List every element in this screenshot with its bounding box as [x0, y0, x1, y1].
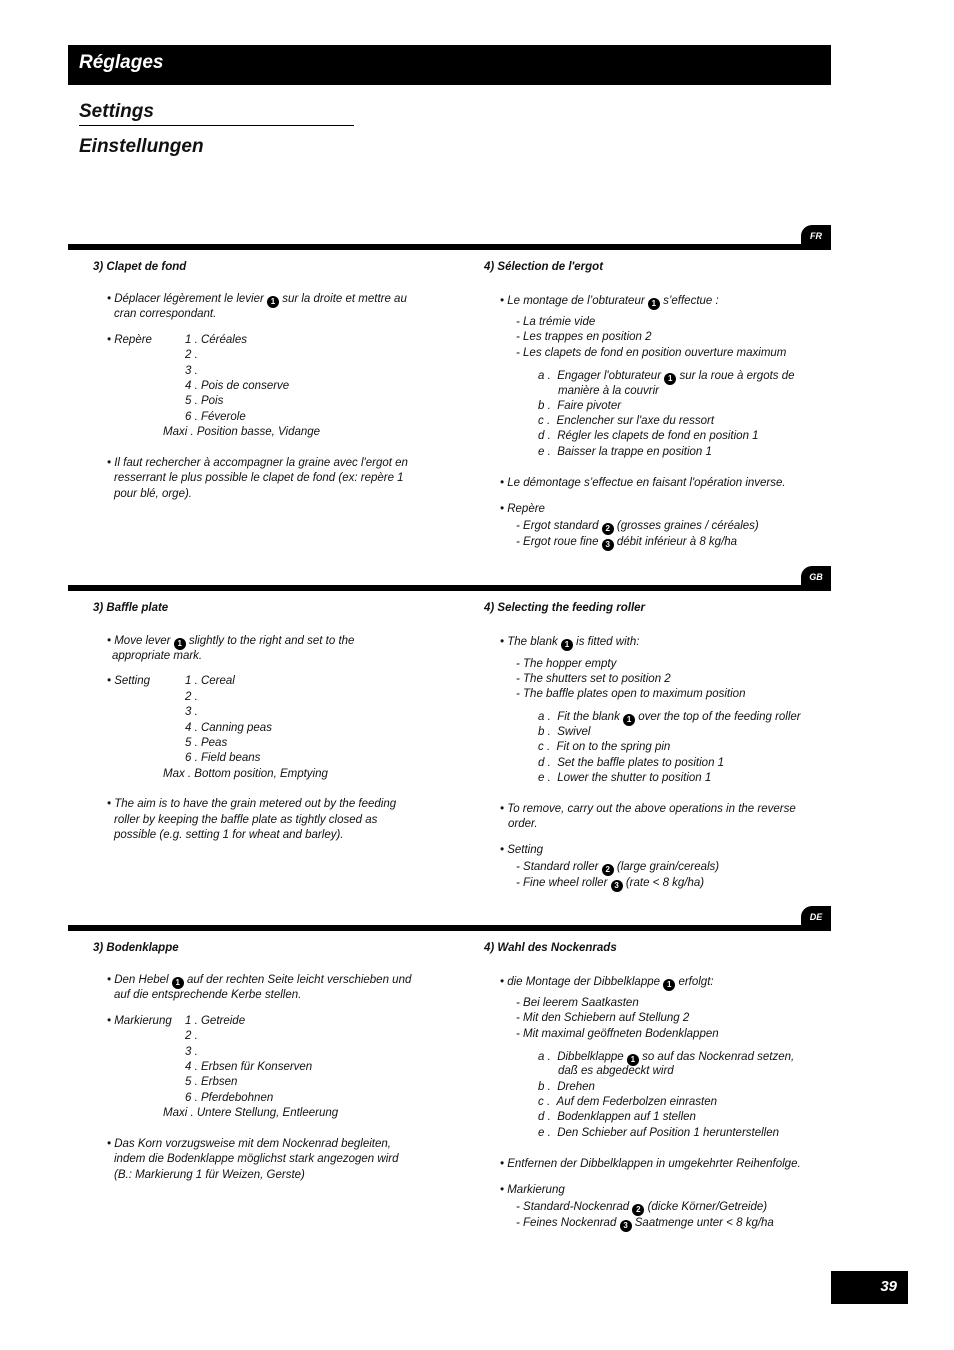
fr-setting-row: 6 . Féverole: [185, 411, 246, 423]
number-1-icon: 1: [664, 373, 676, 385]
number-1-icon: 1: [561, 639, 573, 651]
fr-right-b1: • Le montage de l’obturateur 1 s’effectue :: [500, 295, 719, 308]
de-right-title: 4) Wahl des Nockenrads: [484, 942, 617, 954]
de-right-b2: • Entfernen der Dibbelklappen in umgekehrter Reihenfolge.: [500, 1158, 801, 1170]
subtitle-underline: [79, 125, 354, 126]
gb-setting-row: 2 .: [185, 691, 198, 703]
section-rule-fr: [68, 244, 831, 250]
fr-step-a: a . Engager l'obturateur 1 sur la roue à ergots de: [538, 370, 795, 383]
fr-right-title: 4) Sélection de l'ergot: [484, 261, 604, 273]
gb-step: e . Lower the shutter to position 1: [538, 772, 712, 784]
page-number: 39: [880, 1278, 897, 1295]
number-1-icon: 1: [172, 977, 184, 989]
subtitle-en: Settings: [79, 101, 154, 122]
number-3-icon: 3: [602, 539, 614, 551]
fr-sub1: - Ergot standard 2 (grosses graines / céréales): [516, 520, 759, 533]
de-left-bullet3: indem die Bodenklappe möglichst stark angezogen wird: [114, 1153, 399, 1165]
de-right-b3: • Markierung: [500, 1184, 565, 1196]
gb-setting-row: 4 . Canning peas: [185, 722, 272, 734]
page-number-box: [831, 1271, 908, 1304]
subtitle-de: Einstellungen: [79, 136, 204, 157]
gb-right-b1: • The blank 1 is fitted with:: [500, 636, 640, 649]
de-sub1: - Standard-Nockenrad 2 (dicke Körner/Getreide): [516, 1201, 768, 1214]
fr-left-bullet3: pour blé, orge).: [114, 488, 192, 500]
de-dash: - Mit den Schiebern auf Stellung 2: [516, 1012, 690, 1024]
de-setting-row: 1 . Getreide: [185, 1015, 246, 1027]
gb-step: b . Swivel: [538, 726, 591, 738]
de-dash: - Bei leerem Saatkasten: [516, 997, 639, 1009]
gb-setting-label: • Setting: [107, 675, 151, 687]
number-1-icon: 1: [267, 296, 279, 308]
de-step: d . Bodenklappen auf 1 stellen: [538, 1111, 696, 1123]
gb-setting-row: 1 . Cereal: [185, 675, 235, 687]
gb-step: d . Set the baffle plates to position 1: [538, 757, 725, 769]
number-1-icon: 1: [623, 714, 635, 726]
section-rule-gb: [68, 585, 831, 591]
number-1-icon: 1: [648, 298, 660, 310]
de-step-a-cont: daß es abgedeckt wird: [558, 1065, 674, 1077]
de-step: e . Den Schieber auf Position 1 herunterstellen: [538, 1127, 780, 1139]
fr-left-bullet1-cont: cran correspondant.: [114, 308, 217, 320]
fr-step: c . Enclencher sur l'axe du ressort: [538, 415, 715, 427]
de-setting-row: 4 . Erbsen für Konserven: [185, 1061, 313, 1073]
gb-left-bullet1: • Move lever 1 slightly to the right and set to the: [107, 635, 355, 648]
de-left-bullet3: • Das Korn vorzugsweise mit dem Nockenrad begleiten,: [107, 1138, 391, 1150]
fr-left-title: 3) Clapet de fond: [93, 261, 187, 273]
number-3-icon: 3: [620, 1220, 632, 1232]
gb-left-bullet3: • The aim is to have the grain metered out by the feeding: [107, 798, 397, 810]
de-right-b1: • die Montage der Dibbelklappe 1 erfolgt:: [500, 976, 714, 989]
de-step: c . Auf dem Federbolzen einrasten: [538, 1096, 717, 1108]
fr-right-b2: • Le démontage s’effectue en faisant l'opération inverse.: [500, 477, 786, 489]
gb-setting-row: 6 . Field beans: [185, 752, 261, 764]
de-setting-row: 5 . Erbsen: [185, 1076, 238, 1088]
number-1-icon: 1: [174, 638, 186, 650]
fr-left-bullet3: resserrant le plus possible le clapet de fond (ex: repère 1: [114, 472, 404, 484]
gb-setting-row: 3 .: [185, 706, 198, 718]
de-setting-row: 2 .: [185, 1030, 198, 1042]
fr-right-b3: • Repère: [500, 503, 545, 515]
de-left-bullet1-cont: auf die entsprechende Kerbe stellen.: [114, 989, 302, 1001]
fr-setting-row: 3 .: [185, 365, 198, 377]
gb-left-bullet3: possible (e.g. setting 1 for wheat and barley).: [114, 829, 344, 841]
de-dash: - Mit maximal geöffneten Bodenklappen: [516, 1028, 719, 1040]
gb-right-b3: • Setting: [500, 844, 544, 856]
gb-step-a: a . Fit the blank 1 over the top of the feeding roller: [538, 711, 801, 724]
fr-step: d . Régler les clapets de fond en position 1: [538, 430, 759, 442]
fr-setting-row: 5 . Pois: [185, 395, 224, 407]
de-left-bullet3: (B.: Markierung 1 für Weizen, Gerste): [114, 1169, 305, 1181]
fr-setting-row: 1 . Céréales: [185, 334, 248, 346]
number-2-icon: 2: [602, 864, 614, 876]
gb-sub2: - Fine wheel roller 3 (rate < 8 kg/ha): [516, 877, 705, 890]
fr-dash: - La trémie vide: [516, 316, 596, 328]
fr-step: e . Baisser la trappe en position 1: [538, 446, 712, 458]
gb-setting-maxi: Max . Bottom position, Emptying: [163, 768, 328, 780]
gb-setting-row: 5 . Peas: [185, 737, 228, 749]
fr-setting-maxi: Maxi . Position basse, Vidange: [163, 426, 321, 438]
de-sub2: - Feines Nockenrad 3 Saatmenge unter < 8 kg/ha: [516, 1217, 774, 1230]
de-left-bullet1: • Den Hebel 1 auf der rechten Seite leicht verschieben und: [107, 974, 412, 987]
lang-tag-de: DE: [801, 906, 831, 928]
gb-dash: - The hopper empty: [516, 658, 617, 670]
fr-left-bullet3: • Il faut rechercher à accompagner la graine avec l'ergot en: [107, 457, 408, 469]
number-2-icon: 2: [632, 1204, 644, 1216]
lang-tag-fr: FR: [801, 225, 831, 247]
gb-left-bullet3: roller by keeping the baffle plate as tightly closed as: [114, 814, 378, 826]
de-setting-row: 3 .: [185, 1046, 198, 1058]
gb-left-bullet1-cont: appropriate mark.: [112, 650, 203, 662]
fr-setting-label: • Repère: [107, 334, 152, 346]
gb-left-title: 3) Baffle plate: [93, 602, 169, 614]
gb-right-b2: • To remove, carry out the above operations in the reverse: [500, 803, 796, 815]
number-1-icon: 1: [663, 979, 675, 991]
fr-step-a-cont: manière à la couvrir: [558, 385, 659, 397]
fr-dash: - Les trappes en position 2: [516, 331, 652, 343]
fr-sub2: - Ergot roue fine 3 débit inférieur à 8 kg/ha: [516, 536, 738, 549]
number-3-icon: 3: [611, 880, 623, 892]
de-step: b . Drehen: [538, 1081, 595, 1093]
de-left-title: 3) Bodenklappe: [93, 942, 179, 954]
fr-dash: - Les clapets de fond en position ouverture maximum: [516, 347, 787, 359]
de-setting-label: • Markierung: [107, 1015, 172, 1027]
de-setting-maxi: Maxi . Untere Stellung, Entleerung: [163, 1107, 339, 1119]
chapter-header: [68, 45, 831, 85]
gb-dash: - The shutters set to position 2: [516, 673, 671, 685]
number-2-icon: 2: [602, 523, 614, 535]
gb-right-title: 4) Selecting the feeding roller: [484, 602, 646, 614]
gb-right-b2-cont: order.: [508, 818, 538, 830]
de-setting-row: 6 . Pferdebohnen: [185, 1092, 274, 1104]
lang-tag-gb: GB: [801, 566, 831, 588]
de-step-a: a . Dibbelklappe 1 so auf das Nockenrad setzen,: [538, 1051, 795, 1064]
fr-left-bullet1: • Déplacer légèrement le levier 1 sur la droite et mettre au: [107, 293, 407, 306]
gb-sub1: - Standard roller 2 (large grain/cereals): [516, 861, 720, 874]
number-1-icon: 1: [627, 1054, 639, 1066]
fr-setting-row: 4 . Pois de conserve: [185, 380, 290, 392]
chapter-title: Réglages: [79, 52, 164, 73]
gb-dash: - The baffle plates open to maximum position: [516, 688, 746, 700]
gb-step: c . Fit on to the spring pin: [538, 741, 671, 753]
section-rule-de: [68, 925, 831, 931]
fr-setting-row: 2 .: [185, 349, 198, 361]
fr-step: b . Faire pivoter: [538, 400, 622, 412]
